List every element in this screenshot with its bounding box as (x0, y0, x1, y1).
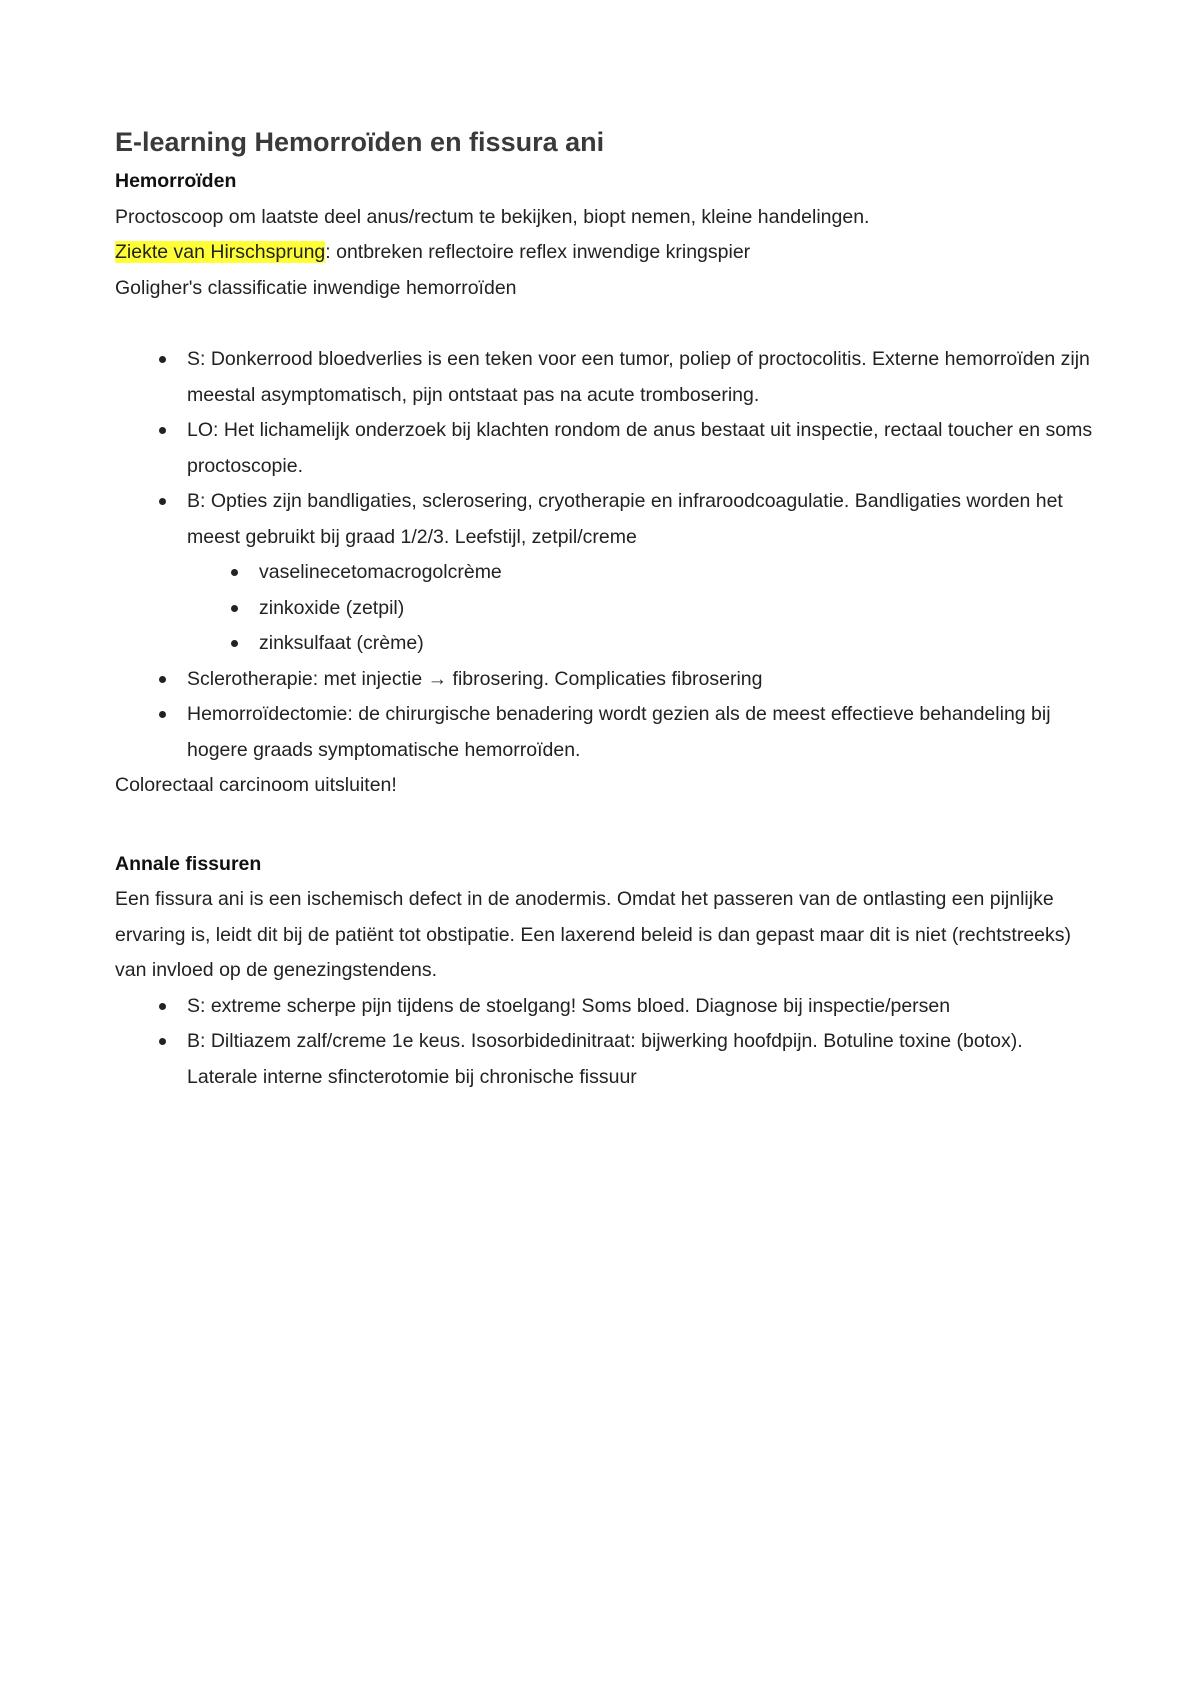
bullet-list-hemorroiden (115, 342, 1095, 555)
list-item: S: Donkerrood bloedverlies is een teken voor een tumor, poliep of proctocolitis. Externe hemorroïden zijn meestal asymptomatisch, pijn ontstaat pas na acute trombosering. (115, 342, 1095, 413)
highlighted-term: Ziekte van Hirschsprung (115, 241, 326, 263)
sub-list-item: zinksulfaat (crème) (115, 626, 1095, 662)
list-item: B: Opties zijn bandligaties, sclerosering, cryotherapie en infraroodcoagulatie. Bandligaties worden het meest gebruikt bij graad 1/2/3. Leefstijl, zetpil/creme (115, 484, 1095, 555)
bullet-list-fissuren (115, 989, 1095, 1096)
list-item: LO: Het lichamelijk onderzoek bij klachten rondom de anus bestaat uit inspectie, rectaal toucher en soms proctoscopie. (115, 413, 1095, 484)
list-item: Sclerotherapie: met injectie → fibrosering. Complicaties fibrosering (115, 662, 1095, 698)
list-item: B: Diltiazem zalf/creme 1e keus. Isosorbidedinitraat: bijwerking hoofdpijn. Botuline toxine (botox). Laterale interne sfincterotomie bij chronische fissuur (115, 1024, 1095, 1095)
spacer (115, 804, 1095, 847)
sub-bullet-list-creme (115, 555, 1095, 662)
list-item: Hemorroïdectomie: de chirurgische benadering wordt gezien als de meest effectieve behandeling bij hogere graads symptomatische hemorroïden. (115, 697, 1095, 768)
spacer (115, 306, 1095, 342)
page-title: E-learning Hemorroïden en fissura ani (115, 127, 605, 157)
paragraph-closing: Colorectaal carcinoom uitsluiten! (115, 774, 397, 796)
paragraph-hirschsprung (115, 235, 1095, 271)
paragraph-proctoscoop: Proctoscoop om laatste deel anus/rectum te bekijken, biopt nemen, kleine handelingen. (115, 205, 870, 228)
document-content (115, 122, 1095, 1095)
paragraph-hirschsprung-rest: : ontbreken reflectoire reflex inwendige kringspier (325, 241, 751, 263)
bullet-list-hemorroiden-continued (115, 662, 1095, 769)
section-heading-annale-fissuren: Annale fissuren (115, 852, 262, 875)
sub-list-item: vaselinecetomacrogolcrème (115, 555, 1095, 591)
section-heading-hemorroiden: Hemorroïden (115, 170, 237, 192)
sub-list-item: zinkoxide (zetpil) (115, 591, 1095, 627)
list-item: S: extreme scherpe pijn tijdens de stoelgang! Soms bloed. Diagnose bij inspectie/persen (115, 989, 1095, 1025)
paragraph-fissura-ani: Een fissura ani is een ischemisch defect in de anodermis. Omdat het passeren van de ontlasting een pijnlijke ervaring is, leidt dit bij de patiënt tot obstipatie. Een laxerend beleid is dan gepast maar dit is niet (rechtstreeks) van invloed op de genezingstendens. (115, 888, 1072, 981)
paragraph-goligher: Goligher's classificatie inwendige hemorroïden (115, 276, 517, 299)
